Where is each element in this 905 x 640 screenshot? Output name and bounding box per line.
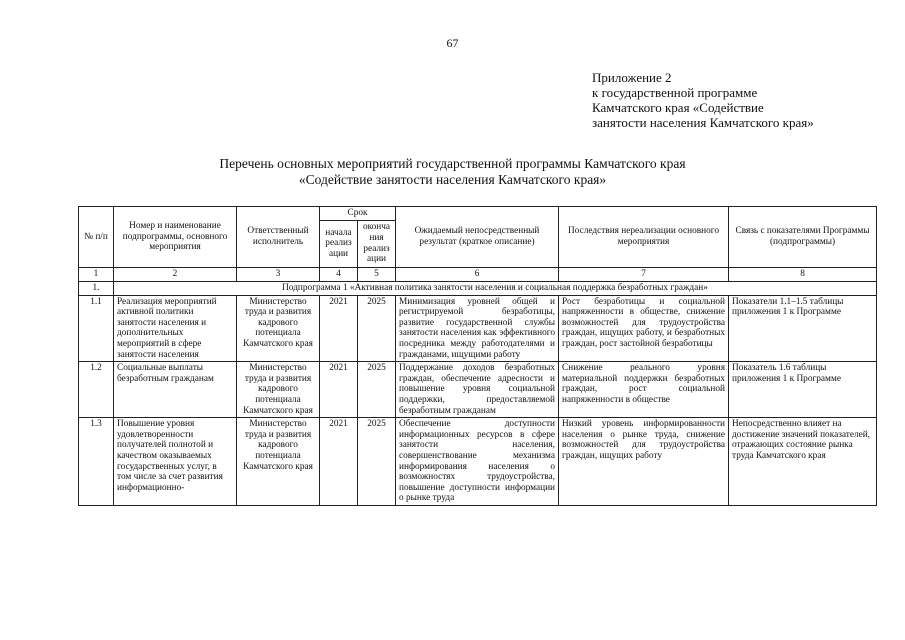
header-consequences: Последствия нереализации основного мероприятия (559, 207, 729, 268)
table-row (79, 362, 877, 418)
row-name: Реализация мероприятий активной политики занятости населения и дополнительных мероприятий в сфере занятости населения (114, 295, 237, 362)
row-result: Обеспечение доступности информационных ресурсов в сфере занятости населения, совершенствование механизма информирования населения о возможностях трудоустройства, повышение доступности информации о рынке труда (396, 418, 559, 506)
row-consequences: Снижение реального уровня материальной поддержки безработных граждан, рост социальной напряженности в обществе (559, 362, 729, 418)
appendix-line: к государственной программе (592, 85, 758, 100)
header-term: Срок (320, 207, 396, 221)
row-num: 1.2 (79, 362, 114, 418)
header-executor: Ответственный исполнитель (237, 207, 320, 268)
row-end: 2025 (358, 418, 396, 506)
appendix-line: Приложение 2 (592, 70, 672, 85)
row-name: Повышение уровня удовлетворенности получателей полнотой и качеством оказываемых государственных услуг, в том числе за счет развития информационно- (114, 418, 237, 506)
column-number: 7 (559, 267, 729, 281)
row-start: 2021 (320, 362, 358, 418)
row-num: 1.1 (79, 295, 114, 362)
row-end: 2025 (358, 362, 396, 418)
row-name: Социальные выплаты безработным гражданам (114, 362, 237, 418)
row-link: Непосредственно влияет на достижение значений показателей, отражающих состояние рынка труда Камчатского края (729, 418, 877, 506)
row-start: 2021 (320, 295, 358, 362)
row-start: 2021 (320, 418, 358, 506)
header-num: № п/п (79, 207, 114, 268)
row-executor: Министерство труда и развития кадрового потенциала Камчатского края (237, 418, 320, 506)
document-title (0, 156, 905, 188)
column-number: 8 (729, 267, 877, 281)
subprogram-num: 1. (79, 281, 114, 295)
column-number: 2 (114, 267, 237, 281)
header-link: Связь с показателями Программы (подпрограммы) (729, 207, 877, 268)
header-end: оконча ния реализ ации (358, 220, 396, 267)
events-table (78, 206, 877, 506)
row-num: 1.3 (79, 418, 114, 506)
row-executor: Министерство труда и развития кадрового потенциала Камчатского края (237, 295, 320, 362)
table-row (79, 418, 877, 506)
appendix-line: Камчатского края «Содействие (592, 100, 764, 115)
row-consequences: Низкий уровень информированности населения о рынке труда, снижение возможностей для трудоустройства граждан, ищущих работу (559, 418, 729, 506)
row-end: 2025 (358, 295, 396, 362)
appendix-caption (592, 70, 892, 130)
appendix-line: занятости населения Камчатского края» (592, 115, 814, 130)
row-consequences: Рост безработицы и социальной напряженности в обществе, снижение возможностей для трудоустройства граждан, ищущих работу, и безработных граждан, рост застойной безработицы (559, 295, 729, 362)
header-result: Ожидаемый непосредственный результат (краткое описание) (396, 207, 559, 268)
header-name: Номер и наименование подпрограммы, основного мероприятия (114, 207, 237, 268)
row-result: Минимизация уровней общей и регистрируемой безработицы, развитие государственной службы занятости населения как эффективного посредника между работодателями и гражданами, ищущими работу (396, 295, 559, 362)
subprogram-row (79, 281, 877, 295)
column-numbers-row (79, 267, 877, 281)
column-number: 5 (358, 267, 396, 281)
column-number: 4 (320, 267, 358, 281)
column-number: 3 (237, 267, 320, 281)
title-line: Перечень основных мероприятий государственной программы Камчатского края (219, 156, 686, 171)
table-row (79, 295, 877, 362)
page-number: 67 (446, 36, 459, 50)
row-result: Поддержание доходов безработных граждан, обеспечение адресности и повышение уровня социальной поддержки, предоставляемой безработным гражданам (396, 362, 559, 418)
header-row (79, 207, 877, 221)
title-line: «Содействие занятости населения Камчатского края» (298, 172, 607, 187)
row-executor: Министерство труда и развития кадрового потенциала Камчатского края (237, 362, 320, 418)
header-start: начала реализ ации (320, 220, 358, 267)
column-number: 6 (396, 267, 559, 281)
row-link: Показатели 1.1–1.5 таблицы приложения 1 к Программе (729, 295, 877, 362)
column-number: 1 (79, 267, 114, 281)
subprogram-title: Подпрограмма 1 «Активная политика занятости населения и социальная поддержка безработных граждан» (114, 281, 877, 295)
row-link: Показатель 1.6 таблицы приложения 1 к Программе (729, 362, 877, 418)
